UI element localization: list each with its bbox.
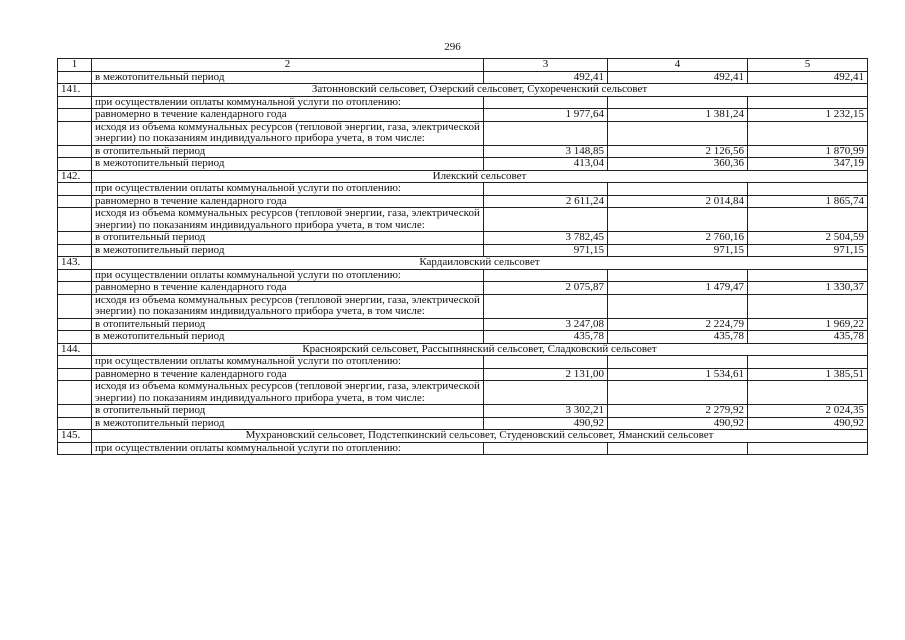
tariff-table <box>57 58 868 455</box>
value-cell: 492,41 <box>608 71 748 84</box>
value-cell: 2 279,92 <box>608 405 748 418</box>
header-cell: 3 <box>484 59 608 72</box>
value-cell: 2 504,59 <box>748 232 868 245</box>
table-row <box>58 96 868 109</box>
table-row <box>58 442 868 455</box>
value-cell <box>608 183 748 196</box>
value-cell: 2 224,79 <box>608 318 748 331</box>
value-cell <box>608 269 748 282</box>
row-number-cell <box>58 331 92 344</box>
header-row <box>58 59 868 72</box>
table-row <box>58 331 868 344</box>
row-number-cell <box>58 405 92 418</box>
table-row <box>58 282 868 295</box>
label-cell: исходя из объема коммунальных ресурсов (тепловой энергии, газа, электрической энергии) по показаниям индивидуального прибора учета, в том числе: <box>92 121 484 145</box>
value-cell: 492,41 <box>748 71 868 84</box>
value-cell: 971,15 <box>608 244 748 257</box>
value-cell: 971,15 <box>748 244 868 257</box>
value-cell: 1 977,64 <box>484 109 608 122</box>
label-cell: в отопительный период <box>92 318 484 331</box>
value-cell <box>484 183 608 196</box>
label-cell: при осуществлении оплаты коммунальной услуги по отоплению: <box>92 356 484 369</box>
value-cell <box>484 442 608 455</box>
table-row <box>58 318 868 331</box>
value-cell <box>608 121 748 145</box>
value-cell: 490,92 <box>748 417 868 430</box>
section-header-row <box>58 343 868 356</box>
value-cell <box>608 356 748 369</box>
value-cell <box>748 183 868 196</box>
table-row <box>58 71 868 84</box>
row-number-cell <box>58 417 92 430</box>
value-cell: 2 024,35 <box>748 405 868 418</box>
row-number-cell <box>58 208 92 232</box>
section-number: 141. <box>58 84 92 97</box>
table-row <box>58 294 868 318</box>
row-number-cell <box>58 294 92 318</box>
table-row <box>58 405 868 418</box>
label-cell: при осуществлении оплаты коммунальной услуги по отоплению: <box>92 183 484 196</box>
label-cell: исходя из объема коммунальных ресурсов (тепловой энергии, газа, электрической энергии) по показаниям индивидуального прибора учета, в том числе: <box>92 208 484 232</box>
page-number: 296 <box>444 41 461 53</box>
value-cell: 2 760,16 <box>608 232 748 245</box>
table-row <box>58 183 868 196</box>
row-number-cell <box>58 356 92 369</box>
label-cell: при осуществлении оплаты коммунальной услуги по отоплению: <box>92 96 484 109</box>
value-cell: 1 385,51 <box>748 368 868 381</box>
header-cell: 2 <box>92 59 484 72</box>
municipality-name: Илекский сельсовет <box>92 170 868 183</box>
table-row <box>58 269 868 282</box>
section-header-row <box>58 430 868 443</box>
value-cell: 3 302,21 <box>484 405 608 418</box>
table-row <box>58 145 868 158</box>
value-cell <box>484 356 608 369</box>
value-cell: 492,41 <box>484 71 608 84</box>
municipality-name: Кардаиловский сельсовет <box>92 257 868 270</box>
section-number: 145. <box>58 430 92 443</box>
value-cell: 3 148,85 <box>484 145 608 158</box>
value-cell <box>484 269 608 282</box>
value-cell: 2 126,56 <box>608 145 748 158</box>
value-cell: 1 381,24 <box>608 109 748 122</box>
table-row <box>58 368 868 381</box>
value-cell <box>608 381 748 405</box>
row-number-cell <box>58 195 92 208</box>
value-cell: 1 870,99 <box>748 145 868 158</box>
label-cell: исходя из объема коммунальных ресурсов (тепловой энергии, газа, электрической энергии) по показаниям индивидуального прибора учета, в том числе: <box>92 381 484 405</box>
table-row <box>58 356 868 369</box>
value-cell <box>608 442 748 455</box>
value-cell: 2 611,24 <box>484 195 608 208</box>
value-cell: 435,78 <box>608 331 748 344</box>
table-row <box>58 244 868 257</box>
section-number: 142. <box>58 170 92 183</box>
row-number-cell <box>58 158 92 171</box>
label-cell: равномерно в течение календарного года <box>92 368 484 381</box>
value-cell: 1 534,61 <box>608 368 748 381</box>
value-cell: 2 014,84 <box>608 195 748 208</box>
value-cell <box>608 294 748 318</box>
table-row <box>58 121 868 145</box>
section-header-row <box>58 84 868 97</box>
section-header-row <box>58 170 868 183</box>
value-cell <box>608 208 748 232</box>
value-cell <box>484 208 608 232</box>
value-cell <box>748 381 868 405</box>
label-cell: равномерно в течение календарного года <box>92 282 484 295</box>
section-number: 144. <box>58 343 92 356</box>
value-cell: 435,78 <box>484 331 608 344</box>
label-cell: в отопительный период <box>92 405 484 418</box>
row-number-cell <box>58 96 92 109</box>
label-cell: равномерно в течение календарного года <box>92 195 484 208</box>
row-number-cell <box>58 381 92 405</box>
value-cell: 413,04 <box>484 158 608 171</box>
municipality-name: Красноярский сельсовет, Рассыпнянский сельсовет, Сладковский сельсовет <box>92 343 868 356</box>
value-cell <box>748 294 868 318</box>
header-cell: 5 <box>748 59 868 72</box>
value-cell: 360,36 <box>608 158 748 171</box>
label-cell: в межотопительный период <box>92 71 484 84</box>
value-cell: 2 131,00 <box>484 368 608 381</box>
value-cell: 3 247,08 <box>484 318 608 331</box>
value-cell <box>484 96 608 109</box>
row-number-cell <box>58 71 92 84</box>
header-cell: 1 <box>58 59 92 72</box>
value-cell: 1 969,22 <box>748 318 868 331</box>
row-number-cell <box>58 269 92 282</box>
value-cell <box>608 96 748 109</box>
value-cell <box>484 381 608 405</box>
row-number-cell <box>58 368 92 381</box>
value-cell <box>748 96 868 109</box>
label-cell: в межотопительный период <box>92 244 484 257</box>
table-row <box>58 417 868 430</box>
section-header-row <box>58 257 868 270</box>
row-number-cell <box>58 442 92 455</box>
label-cell: при осуществлении оплаты коммунальной услуги по отоплению: <box>92 269 484 282</box>
row-number-cell <box>58 232 92 245</box>
value-cell: 1 330,37 <box>748 282 868 295</box>
table-row <box>58 109 868 122</box>
value-cell: 1 232,15 <box>748 109 868 122</box>
row-number-cell <box>58 282 92 295</box>
row-number-cell <box>58 183 92 196</box>
row-number-cell <box>58 121 92 145</box>
value-cell <box>484 294 608 318</box>
table-row <box>58 381 868 405</box>
table-row <box>58 208 868 232</box>
value-cell: 1 865,74 <box>748 195 868 208</box>
value-cell: 971,15 <box>484 244 608 257</box>
table-row <box>58 158 868 171</box>
label-cell: в межотопительный период <box>92 158 484 171</box>
value-cell: 2 075,87 <box>484 282 608 295</box>
value-cell <box>484 121 608 145</box>
row-number-cell <box>58 318 92 331</box>
label-cell: в отопительный период <box>92 232 484 245</box>
value-cell <box>748 121 868 145</box>
label-cell: при осуществлении оплаты коммунальной услуги по отоплению: <box>92 442 484 455</box>
value-cell: 347,19 <box>748 158 868 171</box>
value-cell: 490,92 <box>484 417 608 430</box>
row-number-cell <box>58 244 92 257</box>
header-cell: 4 <box>608 59 748 72</box>
value-cell <box>748 269 868 282</box>
value-cell: 1 479,47 <box>608 282 748 295</box>
value-cell <box>748 356 868 369</box>
row-number-cell <box>58 145 92 158</box>
value-cell: 3 782,45 <box>484 232 608 245</box>
value-cell: 490,92 <box>608 417 748 430</box>
table-row <box>58 195 868 208</box>
label-cell: равномерно в течение календарного года <box>92 109 484 122</box>
value-cell <box>748 442 868 455</box>
label-cell: в межотопительный период <box>92 417 484 430</box>
municipality-name: Мухрановский сельсовет, Подстепкинский сельсовет, Студеновский сельсовет, Яманский сельсовет <box>92 430 868 443</box>
value-cell <box>748 208 868 232</box>
row-number-cell <box>58 109 92 122</box>
table-row <box>58 232 868 245</box>
section-number: 143. <box>58 257 92 270</box>
municipality-name: Затонновский сельсовет, Озерский сельсовет, Сухореченский сельсовет <box>92 84 868 97</box>
label-cell: в межотопительный период <box>92 331 484 344</box>
value-cell: 435,78 <box>748 331 868 344</box>
label-cell: исходя из объема коммунальных ресурсов (тепловой энергии, газа, электрической энергии) по показаниям индивидуального прибора учета, в том числе: <box>92 294 484 318</box>
label-cell: в отопительный период <box>92 145 484 158</box>
